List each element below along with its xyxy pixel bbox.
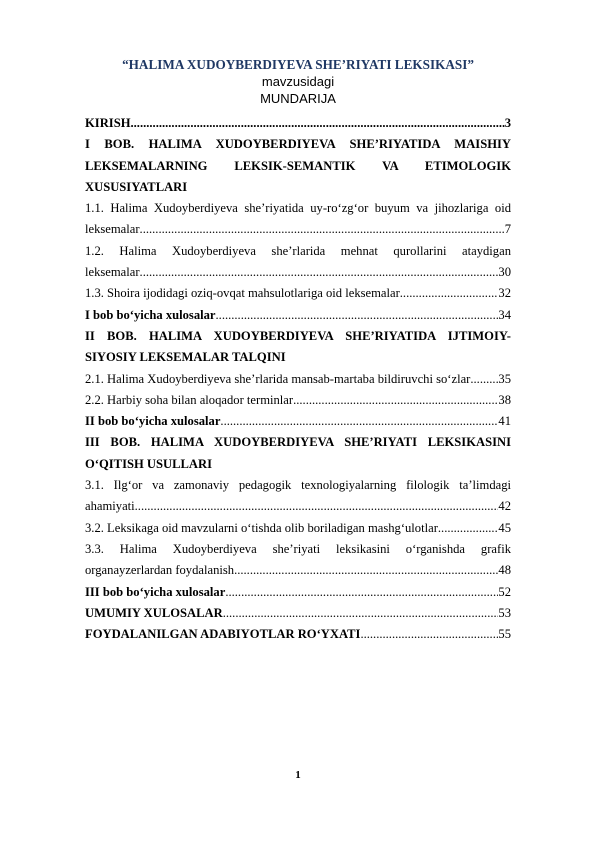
document-subtitle: mavzusidagi (261, 74, 335, 89)
toc-entry-text: O‘QITISH USULLARI (85, 456, 213, 471)
toc-entry-3-2 (85, 518, 511, 539)
toc-page-number: 7 (504, 222, 511, 237)
toc-page-number: 3 (504, 116, 511, 130)
toc-page-number: 45 (498, 520, 511, 535)
toc-leader (220, 411, 498, 432)
toc-entry-3-3 (85, 560, 511, 581)
toc-entry-text: SIYOSIY LEKSEMALAR TALQINI (85, 350, 286, 365)
chapter-1-heading-line-1: I BOB. HALIMA XUDOYBERDIYEVA SHE’RIYATIDA MAISHIY (85, 137, 511, 152)
toc-entry-text: leksemalar (85, 222, 140, 237)
toc-page-number: 42 (498, 499, 511, 514)
toc-entry-2-1 (85, 369, 511, 390)
toc-entry-text: 2.2. Harbiy soha bilan aloqador terminlar (85, 392, 294, 407)
toc-entry-1-1-line-1: 1.1. Halima Xudoyberdiyeva she’riyatida uy-ro‘zg‘or buyum va jihozlariga oid (85, 201, 511, 216)
toc-leader (140, 219, 505, 240)
toc-entry-summary (85, 603, 511, 624)
toc-entry-text: leksemalar (85, 265, 140, 280)
toc-entry-1-3 (85, 283, 511, 304)
toc-entry-text: 3.2. Leksikaga oid mavzularni o‘tishda olib boriladigan mashg‘ulotlar (85, 520, 438, 535)
toc-page-number: 32 (498, 286, 511, 301)
toc-entry-text: 1.3. Shoira ijodidagi oziq-ovqat mahsulotlariga oid leksemalar (85, 286, 400, 301)
toc-entry-3-1-line-1: 3.1. Ilg‘or va zamonaviy pedagogik texnologiyalarning filologik ta’limdagi (85, 478, 511, 493)
document-title: “HALIMA XUDOYBERDIYEVA SHE’RIYATI LEKSIKASI” (122, 57, 474, 72)
toc-entry-text: UMUMIY XULOSALAR (85, 605, 223, 620)
toc-entry-kirish (85, 113, 511, 134)
toc-leader (223, 603, 499, 624)
chapter-3-heading-line-1: III BOB. HALIMA XUDOYBERDIYEVA SHE’RIYATI LEKSIKASINI (85, 435, 511, 450)
toc-leader (234, 560, 498, 581)
toc-leader (131, 113, 505, 134)
toc-page-number: 35 (498, 371, 511, 386)
toc-entry-text: 2.1. Halima Xudoyberdiyeva she’rlarida mansab-martaba bildiruvchi so‘zlar (85, 371, 471, 386)
toc-entry-text: III bob bo‘yicha xulosalar (85, 584, 226, 599)
toc-entry-1-2-line-1: 1.2. Halima Xudoyberdiyeva she’rlarida mehnat qurollarini ataydigan (85, 243, 511, 258)
toc-page-number: 48 (498, 563, 511, 578)
chapter-2-heading-line-1: II BOB. HALIMA XUDOYBERDIYEVA SHE’RIYATIDA IJTIMOIY- (85, 328, 511, 343)
toc-entry-text: organayzerlardan foydalanish (85, 563, 235, 578)
toc-leader (400, 283, 499, 304)
toc-entry-text: ahamiyati (85, 499, 135, 514)
toc-page-number: 41 (498, 414, 511, 429)
toc-leader (293, 390, 498, 411)
toc-entry-text: FOYDALANILGAN ADABIYOTLAR RO‘YXATI (85, 627, 361, 642)
toc-leader (225, 582, 498, 603)
chapter-3-heading-line-2 (85, 454, 511, 475)
toc-leader (135, 496, 499, 517)
toc-entry-2-2 (85, 390, 511, 411)
toc-leader (360, 624, 498, 645)
toc-page-number: 34 (498, 307, 511, 322)
toc-entry-text: XUSUSIYATLARI (85, 179, 188, 194)
toc-entry-references (85, 624, 511, 645)
chapter-1-heading-line-3 (85, 177, 511, 198)
toc-page-number: 53 (498, 605, 511, 620)
toc-page-number: 52 (498, 584, 511, 599)
toc-leader (438, 518, 499, 539)
toc-heading: MUNDARIJA (260, 91, 336, 106)
page-number: 1 (295, 769, 301, 781)
toc-entry-text: II bob bo‘yicha xulosalar (85, 414, 221, 429)
toc-entry-chapter-1-conclusion (85, 305, 511, 326)
chapter-1-heading-line-2: LEKSEMALARNING LEKSIK-SEMANTIK VA ETIMOLOGIK (85, 158, 511, 173)
toc-page-number: 30 (498, 265, 511, 280)
toc-page-number: 38 (498, 392, 511, 407)
toc-entry-chapter-2-conclusion (85, 411, 511, 432)
toc-page-number: 55 (498, 627, 511, 642)
toc-leader (140, 262, 499, 283)
toc-leader (470, 369, 498, 390)
toc-leader (216, 305, 499, 326)
toc-entry-chapter-3-conclusion (85, 582, 511, 603)
toc-entry-text: I bob bo‘yicha xulosalar (85, 307, 216, 322)
chapter-2-heading-line-2 (85, 347, 511, 368)
toc-entry-3-3-line-1: 3.3. Halima Xudoyberdiyeva she’riyati leksikasini o‘rganishda grafik (85, 541, 511, 556)
table-of-contents (85, 113, 511, 645)
toc-entry-1-1 (85, 219, 511, 240)
toc-entry-3-1 (85, 496, 511, 517)
toc-entry-1-2 (85, 262, 511, 283)
toc-entry-text: KIRISH (85, 116, 131, 130)
